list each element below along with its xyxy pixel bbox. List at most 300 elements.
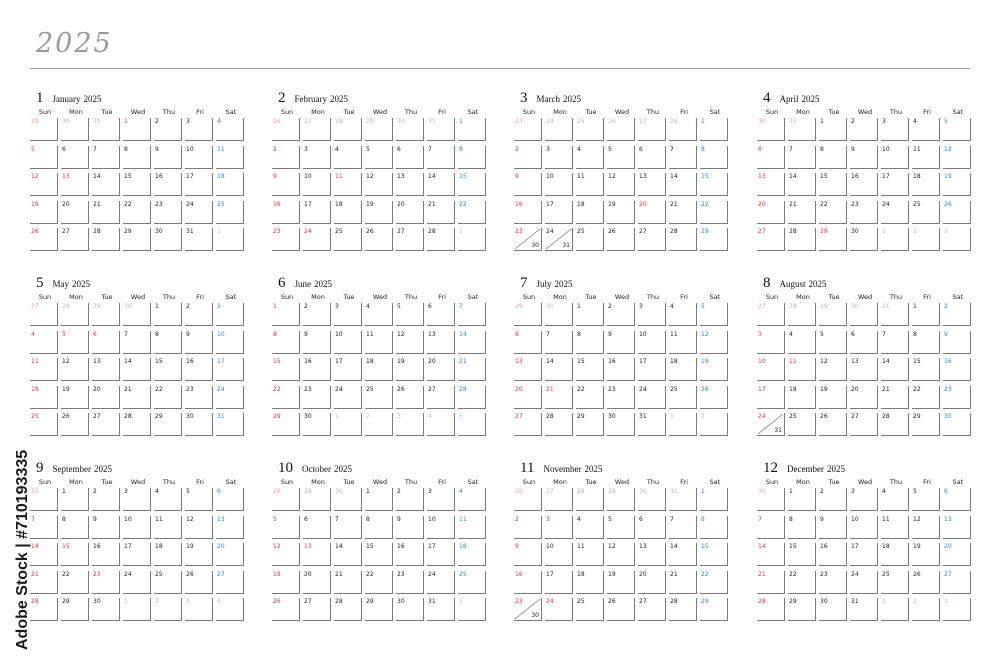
day-cell[interactable] bbox=[850, 228, 878, 251]
day-cell[interactable] bbox=[700, 543, 728, 566]
day-cell[interactable] bbox=[850, 118, 878, 141]
day-cell[interactable] bbox=[154, 598, 182, 621]
day-cell[interactable] bbox=[850, 543, 878, 566]
day-cell[interactable] bbox=[61, 571, 89, 594]
day-cell[interactable] bbox=[396, 516, 424, 539]
day-cell[interactable] bbox=[154, 201, 182, 224]
day-cell[interactable] bbox=[272, 173, 300, 196]
day-cell[interactable] bbox=[427, 413, 455, 436]
day-cell[interactable] bbox=[514, 413, 542, 436]
day-cell[interactable] bbox=[850, 386, 878, 409]
day-cell[interactable] bbox=[334, 201, 362, 224]
day-cell[interactable] bbox=[607, 228, 635, 251]
day-cell[interactable] bbox=[850, 571, 878, 594]
day-cell[interactable] bbox=[303, 413, 331, 436]
day-cell[interactable] bbox=[334, 303, 362, 326]
day-cell[interactable] bbox=[92, 303, 120, 326]
day-cell[interactable] bbox=[943, 358, 971, 381]
day-cell[interactable] bbox=[154, 386, 182, 409]
day-cell[interactable] bbox=[638, 303, 666, 326]
day-cell[interactable] bbox=[881, 303, 909, 326]
day-cell[interactable] bbox=[912, 331, 940, 354]
day-cell[interactable] bbox=[92, 146, 120, 169]
day-cell[interactable] bbox=[365, 331, 393, 354]
day-cell[interactable] bbox=[881, 228, 909, 251]
day-cell[interactable] bbox=[92, 571, 120, 594]
day-cell[interactable] bbox=[819, 173, 847, 196]
day-cell[interactable] bbox=[788, 543, 816, 566]
day-cell[interactable] bbox=[881, 413, 909, 436]
day-cell[interactable] bbox=[458, 571, 486, 594]
day-cell[interactable] bbox=[819, 331, 847, 354]
day-cell[interactable] bbox=[669, 516, 697, 539]
day-cell[interactable] bbox=[123, 118, 151, 141]
day-cell[interactable] bbox=[638, 228, 666, 251]
day-cell[interactable] bbox=[123, 331, 151, 354]
day-cell[interactable] bbox=[545, 488, 573, 511]
day-cell[interactable] bbox=[216, 413, 244, 436]
day-cell[interactable] bbox=[216, 386, 244, 409]
day-cell[interactable] bbox=[700, 146, 728, 169]
day-cell[interactable] bbox=[881, 386, 909, 409]
day-cell[interactable] bbox=[881, 488, 909, 511]
day-cell[interactable] bbox=[788, 413, 816, 436]
day-cell[interactable] bbox=[757, 598, 785, 621]
day-cell[interactable] bbox=[272, 386, 300, 409]
day-cell[interactable] bbox=[272, 598, 300, 621]
day-cell[interactable] bbox=[943, 598, 971, 621]
day-cell[interactable] bbox=[185, 386, 213, 409]
day-cell[interactable] bbox=[427, 386, 455, 409]
day-cell[interactable] bbox=[514, 598, 542, 621]
day-cell[interactable] bbox=[700, 173, 728, 196]
day-cell[interactable] bbox=[943, 331, 971, 354]
day-cell[interactable] bbox=[788, 173, 816, 196]
day-cell[interactable] bbox=[427, 118, 455, 141]
day-cell[interactable] bbox=[638, 516, 666, 539]
day-cell[interactable] bbox=[638, 201, 666, 224]
day-cell[interactable] bbox=[514, 173, 542, 196]
day-cell[interactable] bbox=[61, 228, 89, 251]
day-cell[interactable] bbox=[396, 201, 424, 224]
day-cell[interactable] bbox=[396, 173, 424, 196]
day-cell[interactable] bbox=[638, 173, 666, 196]
day-cell[interactable] bbox=[514, 228, 542, 251]
day-cell[interactable] bbox=[365, 571, 393, 594]
day-cell[interactable] bbox=[881, 543, 909, 566]
day-cell[interactable] bbox=[272, 516, 300, 539]
day-cell[interactable] bbox=[788, 331, 816, 354]
day-cell[interactable] bbox=[216, 146, 244, 169]
day-cell[interactable] bbox=[669, 303, 697, 326]
day-cell[interactable] bbox=[576, 201, 604, 224]
day-cell[interactable] bbox=[458, 118, 486, 141]
day-cell[interactable] bbox=[154, 413, 182, 436]
day-cell[interactable] bbox=[576, 571, 604, 594]
day-cell[interactable] bbox=[396, 228, 424, 251]
day-cell[interactable] bbox=[303, 201, 331, 224]
day-cell[interactable] bbox=[92, 543, 120, 566]
day-cell[interactable] bbox=[92, 173, 120, 196]
day-cell[interactable] bbox=[788, 386, 816, 409]
day-cell[interactable] bbox=[576, 228, 604, 251]
day-cell[interactable] bbox=[458, 488, 486, 511]
day-cell[interactable] bbox=[30, 413, 58, 436]
day-cell[interactable] bbox=[545, 358, 573, 381]
day-cell[interactable] bbox=[788, 358, 816, 381]
day-cell[interactable] bbox=[912, 516, 940, 539]
day-cell[interactable] bbox=[458, 516, 486, 539]
day-cell[interactable] bbox=[123, 173, 151, 196]
day-cell[interactable] bbox=[819, 303, 847, 326]
day-cell[interactable] bbox=[576, 598, 604, 621]
day-cell[interactable] bbox=[788, 571, 816, 594]
day-cell[interactable] bbox=[607, 516, 635, 539]
day-cell[interactable] bbox=[757, 303, 785, 326]
day-cell[interactable] bbox=[912, 118, 940, 141]
day-cell[interactable] bbox=[396, 413, 424, 436]
day-cell[interactable] bbox=[514, 516, 542, 539]
day-cell[interactable] bbox=[458, 173, 486, 196]
day-cell[interactable] bbox=[123, 488, 151, 511]
day-cell[interactable] bbox=[427, 543, 455, 566]
day-cell[interactable] bbox=[396, 146, 424, 169]
day-cell[interactable] bbox=[819, 201, 847, 224]
day-cell[interactable] bbox=[185, 303, 213, 326]
day-cell[interactable] bbox=[514, 543, 542, 566]
day-cell[interactable] bbox=[458, 543, 486, 566]
day-cell[interactable] bbox=[757, 386, 785, 409]
day-cell[interactable] bbox=[365, 598, 393, 621]
day-cell[interactable] bbox=[912, 413, 940, 436]
day-cell[interactable] bbox=[365, 488, 393, 511]
day-cell[interactable] bbox=[185, 201, 213, 224]
day-cell[interactable] bbox=[365, 173, 393, 196]
day-cell[interactable] bbox=[545, 331, 573, 354]
day-cell[interactable] bbox=[514, 146, 542, 169]
day-cell[interactable] bbox=[30, 358, 58, 381]
day-cell[interactable] bbox=[123, 146, 151, 169]
day-cell[interactable] bbox=[154, 516, 182, 539]
day-cell[interactable] bbox=[943, 413, 971, 436]
day-cell[interactable] bbox=[216, 598, 244, 621]
day-cell[interactable] bbox=[123, 543, 151, 566]
day-cell[interactable] bbox=[912, 303, 940, 326]
day-cell[interactable] bbox=[545, 543, 573, 566]
day-cell[interactable] bbox=[272, 543, 300, 566]
day-cell[interactable] bbox=[272, 201, 300, 224]
day-cell[interactable] bbox=[334, 598, 362, 621]
day-cell[interactable] bbox=[607, 488, 635, 511]
day-cell[interactable] bbox=[700, 331, 728, 354]
day-cell[interactable] bbox=[638, 488, 666, 511]
day-cell[interactable] bbox=[514, 331, 542, 354]
day-cell[interactable] bbox=[123, 201, 151, 224]
day-cell[interactable] bbox=[881, 598, 909, 621]
day-cell[interactable] bbox=[881, 571, 909, 594]
day-cell[interactable] bbox=[427, 358, 455, 381]
day-cell[interactable] bbox=[669, 331, 697, 354]
day-cell[interactable] bbox=[30, 173, 58, 196]
day-cell[interactable] bbox=[185, 118, 213, 141]
day-cell[interactable] bbox=[185, 598, 213, 621]
day-cell[interactable] bbox=[943, 228, 971, 251]
day-cell[interactable] bbox=[123, 303, 151, 326]
day-cell[interactable] bbox=[912, 173, 940, 196]
day-cell[interactable] bbox=[303, 173, 331, 196]
day-cell[interactable] bbox=[850, 303, 878, 326]
day-cell[interactable] bbox=[185, 571, 213, 594]
day-cell[interactable] bbox=[607, 118, 635, 141]
day-cell[interactable] bbox=[427, 571, 455, 594]
day-cell[interactable] bbox=[303, 543, 331, 566]
day-cell[interactable] bbox=[700, 571, 728, 594]
day-cell[interactable] bbox=[458, 331, 486, 354]
day-cell[interactable] bbox=[396, 571, 424, 594]
day-cell[interactable] bbox=[700, 303, 728, 326]
day-cell[interactable] bbox=[334, 571, 362, 594]
day-cell[interactable] bbox=[216, 303, 244, 326]
day-cell[interactable] bbox=[427, 173, 455, 196]
day-cell[interactable] bbox=[61, 358, 89, 381]
day-cell[interactable] bbox=[216, 173, 244, 196]
day-cell[interactable] bbox=[576, 331, 604, 354]
day-cell[interactable] bbox=[850, 146, 878, 169]
day-cell[interactable] bbox=[669, 488, 697, 511]
day-cell[interactable] bbox=[92, 201, 120, 224]
day-cell[interactable] bbox=[396, 598, 424, 621]
day-cell[interactable] bbox=[154, 146, 182, 169]
day-cell[interactable] bbox=[123, 598, 151, 621]
day-cell[interactable] bbox=[92, 228, 120, 251]
day-cell[interactable] bbox=[427, 331, 455, 354]
day-cell[interactable] bbox=[912, 358, 940, 381]
day-cell[interactable] bbox=[607, 413, 635, 436]
day-cell[interactable] bbox=[607, 331, 635, 354]
day-cell[interactable] bbox=[185, 228, 213, 251]
day-cell[interactable] bbox=[427, 303, 455, 326]
day-cell[interactable] bbox=[272, 488, 300, 511]
day-cell[interactable] bbox=[669, 358, 697, 381]
day-cell[interactable] bbox=[788, 201, 816, 224]
day-cell[interactable] bbox=[788, 228, 816, 251]
day-cell[interactable] bbox=[607, 571, 635, 594]
day-cell[interactable] bbox=[30, 118, 58, 141]
day-cell[interactable] bbox=[61, 598, 89, 621]
day-cell[interactable] bbox=[638, 543, 666, 566]
day-cell[interactable] bbox=[545, 516, 573, 539]
day-cell[interactable] bbox=[272, 413, 300, 436]
day-cell[interactable] bbox=[303, 516, 331, 539]
day-cell[interactable] bbox=[850, 173, 878, 196]
day-cell[interactable] bbox=[912, 228, 940, 251]
day-cell[interactable] bbox=[92, 358, 120, 381]
day-cell[interactable] bbox=[303, 386, 331, 409]
day-cell[interactable] bbox=[61, 488, 89, 511]
day-cell[interactable] bbox=[123, 358, 151, 381]
day-cell[interactable] bbox=[912, 543, 940, 566]
day-cell[interactable] bbox=[123, 228, 151, 251]
day-cell[interactable] bbox=[303, 331, 331, 354]
day-cell[interactable] bbox=[607, 386, 635, 409]
day-cell[interactable] bbox=[396, 488, 424, 511]
day-cell[interactable] bbox=[881, 146, 909, 169]
day-cell[interactable] bbox=[669, 571, 697, 594]
day-cell[interactable] bbox=[669, 386, 697, 409]
day-cell[interactable] bbox=[576, 543, 604, 566]
day-cell[interactable] bbox=[700, 413, 728, 436]
day-cell[interactable] bbox=[700, 598, 728, 621]
day-cell[interactable] bbox=[154, 331, 182, 354]
day-cell[interactable] bbox=[458, 228, 486, 251]
day-cell[interactable] bbox=[819, 488, 847, 511]
day-cell[interactable] bbox=[576, 173, 604, 196]
day-cell[interactable] bbox=[700, 386, 728, 409]
day-cell[interactable] bbox=[545, 571, 573, 594]
day-cell[interactable] bbox=[334, 543, 362, 566]
day-cell[interactable] bbox=[881, 118, 909, 141]
day-cell[interactable] bbox=[545, 146, 573, 169]
day-cell[interactable] bbox=[458, 201, 486, 224]
day-cell[interactable] bbox=[216, 488, 244, 511]
day-cell[interactable] bbox=[123, 571, 151, 594]
day-cell[interactable] bbox=[92, 413, 120, 436]
day-cell[interactable] bbox=[545, 118, 573, 141]
day-cell[interactable] bbox=[576, 303, 604, 326]
day-cell[interactable] bbox=[943, 303, 971, 326]
day-cell[interactable] bbox=[30, 228, 58, 251]
day-cell[interactable] bbox=[61, 516, 89, 539]
day-cell[interactable] bbox=[154, 118, 182, 141]
day-cell[interactable] bbox=[396, 303, 424, 326]
day-cell[interactable] bbox=[216, 118, 244, 141]
day-cell[interactable] bbox=[154, 488, 182, 511]
day-cell[interactable] bbox=[396, 118, 424, 141]
day-cell[interactable] bbox=[61, 543, 89, 566]
day-cell[interactable] bbox=[216, 228, 244, 251]
day-cell[interactable] bbox=[757, 146, 785, 169]
day-cell[interactable] bbox=[788, 598, 816, 621]
day-cell[interactable] bbox=[334, 516, 362, 539]
day-cell[interactable] bbox=[514, 303, 542, 326]
day-cell[interactable] bbox=[669, 201, 697, 224]
day-cell[interactable] bbox=[396, 386, 424, 409]
day-cell[interactable] bbox=[92, 598, 120, 621]
day-cell[interactable] bbox=[216, 571, 244, 594]
day-cell[interactable] bbox=[850, 516, 878, 539]
day-cell[interactable] bbox=[638, 598, 666, 621]
day-cell[interactable] bbox=[788, 303, 816, 326]
day-cell[interactable] bbox=[30, 386, 58, 409]
day-cell[interactable] bbox=[788, 146, 816, 169]
day-cell[interactable] bbox=[272, 358, 300, 381]
day-cell[interactable] bbox=[154, 228, 182, 251]
day-cell[interactable] bbox=[61, 331, 89, 354]
day-cell[interactable] bbox=[850, 331, 878, 354]
day-cell[interactable] bbox=[185, 358, 213, 381]
day-cell[interactable] bbox=[912, 201, 940, 224]
day-cell[interactable] bbox=[576, 146, 604, 169]
day-cell[interactable] bbox=[365, 146, 393, 169]
day-cell[interactable] bbox=[303, 598, 331, 621]
day-cell[interactable] bbox=[700, 201, 728, 224]
day-cell[interactable] bbox=[303, 571, 331, 594]
day-cell[interactable] bbox=[458, 146, 486, 169]
day-cell[interactable] bbox=[757, 571, 785, 594]
day-cell[interactable] bbox=[545, 598, 573, 621]
day-cell[interactable] bbox=[458, 386, 486, 409]
day-cell[interactable] bbox=[458, 303, 486, 326]
day-cell[interactable] bbox=[61, 413, 89, 436]
day-cell[interactable] bbox=[154, 303, 182, 326]
day-cell[interactable] bbox=[819, 598, 847, 621]
day-cell[interactable] bbox=[427, 598, 455, 621]
day-cell[interactable] bbox=[943, 543, 971, 566]
day-cell[interactable] bbox=[757, 413, 785, 436]
day-cell[interactable] bbox=[216, 543, 244, 566]
day-cell[interactable] bbox=[92, 516, 120, 539]
day-cell[interactable] bbox=[123, 516, 151, 539]
day-cell[interactable] bbox=[545, 228, 573, 251]
day-cell[interactable] bbox=[545, 413, 573, 436]
day-cell[interactable] bbox=[365, 413, 393, 436]
day-cell[interactable] bbox=[154, 173, 182, 196]
day-cell[interactable] bbox=[943, 146, 971, 169]
day-cell[interactable] bbox=[396, 358, 424, 381]
day-cell[interactable] bbox=[881, 331, 909, 354]
day-cell[interactable] bbox=[92, 386, 120, 409]
day-cell[interactable] bbox=[669, 413, 697, 436]
day-cell[interactable] bbox=[154, 358, 182, 381]
day-cell[interactable] bbox=[545, 173, 573, 196]
day-cell[interactable] bbox=[303, 488, 331, 511]
day-cell[interactable] bbox=[396, 331, 424, 354]
day-cell[interactable] bbox=[92, 331, 120, 354]
day-cell[interactable] bbox=[185, 516, 213, 539]
day-cell[interactable] bbox=[272, 118, 300, 141]
day-cell[interactable] bbox=[607, 598, 635, 621]
day-cell[interactable] bbox=[185, 543, 213, 566]
day-cell[interactable] bbox=[912, 488, 940, 511]
day-cell[interactable] bbox=[638, 413, 666, 436]
day-cell[interactable] bbox=[669, 146, 697, 169]
day-cell[interactable] bbox=[607, 146, 635, 169]
day-cell[interactable] bbox=[365, 358, 393, 381]
day-cell[interactable] bbox=[216, 516, 244, 539]
day-cell[interactable] bbox=[669, 543, 697, 566]
day-cell[interactable] bbox=[61, 303, 89, 326]
day-cell[interactable] bbox=[700, 228, 728, 251]
day-cell[interactable] bbox=[576, 386, 604, 409]
day-cell[interactable] bbox=[638, 386, 666, 409]
day-cell[interactable] bbox=[427, 201, 455, 224]
day-cell[interactable] bbox=[272, 331, 300, 354]
day-cell[interactable] bbox=[638, 331, 666, 354]
day-cell[interactable] bbox=[334, 358, 362, 381]
day-cell[interactable] bbox=[757, 516, 785, 539]
day-cell[interactable] bbox=[576, 516, 604, 539]
day-cell[interactable] bbox=[514, 201, 542, 224]
day-cell[interactable] bbox=[61, 146, 89, 169]
day-cell[interactable] bbox=[669, 118, 697, 141]
day-cell[interactable] bbox=[700, 358, 728, 381]
day-cell[interactable] bbox=[154, 543, 182, 566]
day-cell[interactable] bbox=[30, 303, 58, 326]
day-cell[interactable] bbox=[545, 303, 573, 326]
day-cell[interactable] bbox=[757, 488, 785, 511]
day-cell[interactable] bbox=[669, 228, 697, 251]
day-cell[interactable] bbox=[576, 358, 604, 381]
